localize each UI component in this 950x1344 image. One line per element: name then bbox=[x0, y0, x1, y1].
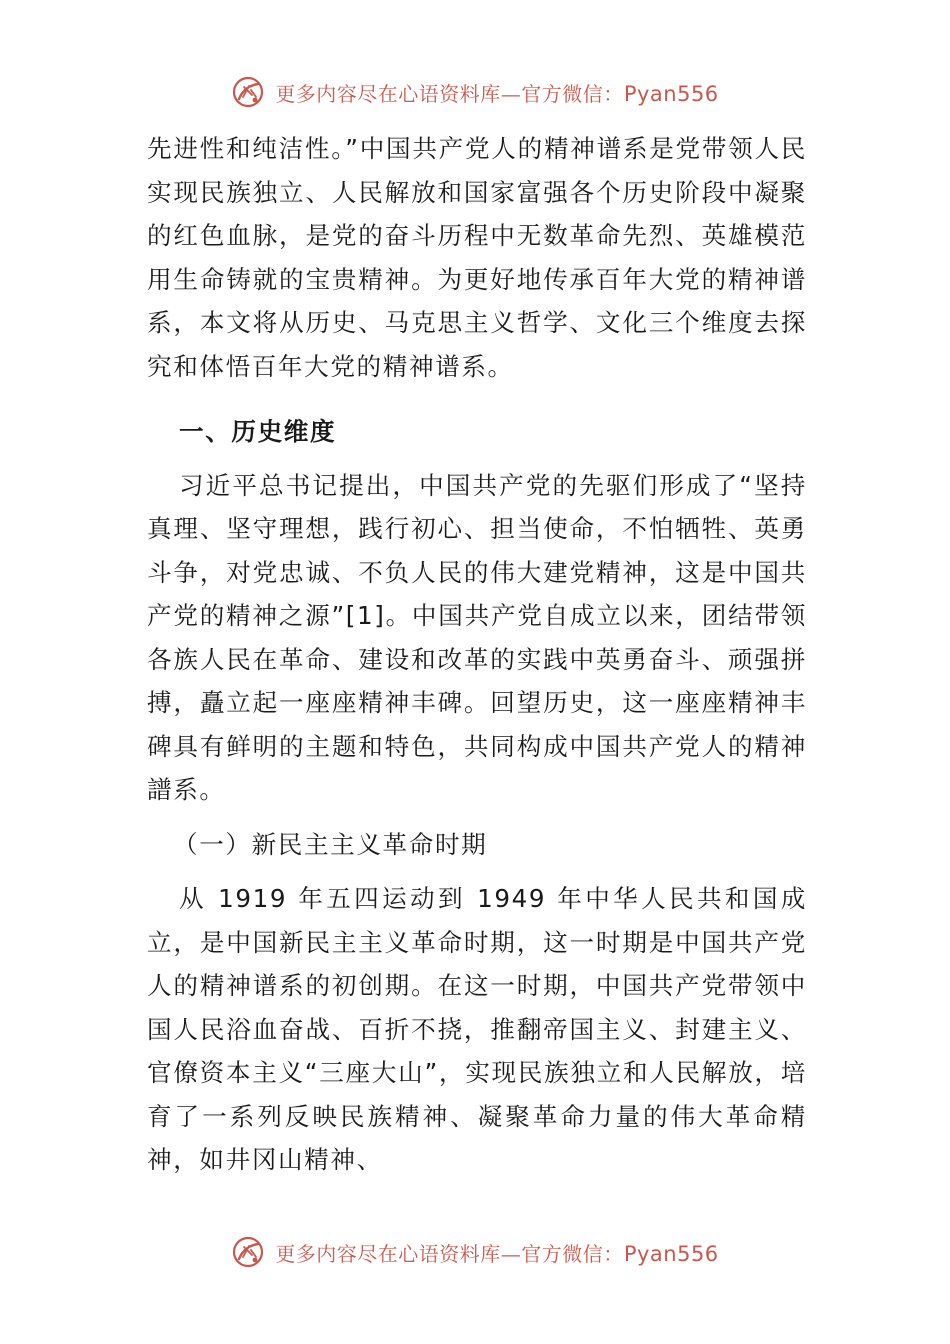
section-heading: 一、历史维度 bbox=[179, 417, 337, 446]
document-body bbox=[147, 127, 807, 1182]
watermark-footer bbox=[0, 1232, 950, 1272]
paragraph-history: 习近平总书记提出，中国共产党的先驱们形成了“坚持真理、坚守理想，践行初心、担当使命，不怕牺牲、英勇斗争，对党忠诚、不负人民的伟大建党精神，这是中国共产党的精神之源”[1]。中国共产党自成立以来，团结带领各族人民在革命、建设和改革的实践中英勇奋斗、顽强拼搏，矗立起一座座精神丰碑。回望历史，这一座座精神丰碑具有鲜明的主题和特色，共同构成中国共产党人的精神譜系。 bbox=[147, 470, 807, 804]
watermark-header bbox=[0, 72, 950, 112]
paragraph-intro: 先进性和纯洁性。”中国共产党人的精神谱系是党带领人民实现民族独立、人民解放和国家富强各个历史阶段中凝聚的红色血脉，是党的奋斗历程中无数革命先烈、英雄模范用生命铸就的宝贵精神。为更好地传承百年大党的精神谱系，本文将从历史、马克思主义哲学、文化三个维度去探究和体悟百年大党的精神谱系。 bbox=[147, 134, 807, 381]
watermark-text: 更多内容尽在心语资料库—官方微信：Pyan556 bbox=[275, 81, 719, 106]
paragraph-period: 从 1919 年五四运动到 1949 年中华人民共和国成立，是中国新民主主义革命时期，这一时期是中国共产党人的精神谱系的初创期。在这一时期，中国共产党带领中国人民浴血奋战、百折不挠，推翻帝国主义、封建主义、官僚资本主义“三座大山”，实现民族独立和人民解放，培育了一系列反映民族精神、凝聚革命力量的伟大革命精神，如井冈山精神、 bbox=[147, 884, 807, 1174]
subsection-heading: （一）新民主主义革命时期 bbox=[173, 829, 488, 859]
seal-logo-icon bbox=[231, 75, 265, 109]
seal-logo-icon bbox=[231, 1235, 265, 1269]
watermark-text: 更多内容尽在心语资料库—官方微信：Pyan556 bbox=[275, 1241, 719, 1266]
